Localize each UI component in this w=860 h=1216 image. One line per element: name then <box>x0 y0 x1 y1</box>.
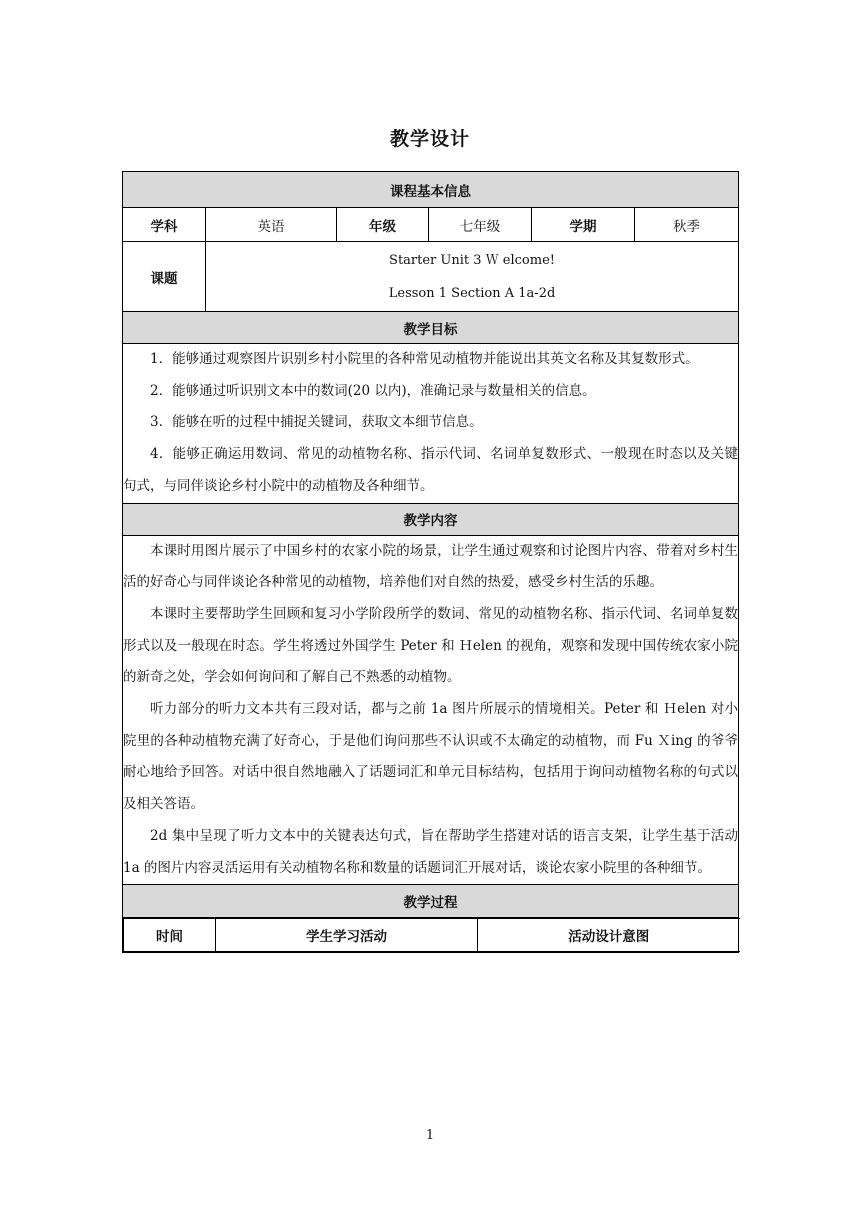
subject-label: 学科 <box>123 208 206 242</box>
document-title: 教学设计 <box>389 128 470 150</box>
content-paragraph: 本课时主要帮助学生回顾和复习小学阶段所学的数词、常见的动植物名称、指示代词、名词单复数形式以及一般现在时态。学生将透过外国学生 Peter 和 Ｈelen 的视角，观察和发现中国传统农家小院的新奇之处，学会如何询问和了解自己不熟悉的动植物。 <box>123 605 739 686</box>
objective-item: 3．能够在听的过程中捕捉关键词，获取文本细节信息。 <box>150 414 483 431</box>
content-row <box>123 535 739 885</box>
objectives-row <box>123 344 739 504</box>
process-columns-row <box>123 918 739 953</box>
content-header-row <box>123 503 739 535</box>
term-label: 学期 <box>532 208 635 242</box>
objectives-list <box>123 344 739 504</box>
content-header: 教学内容 <box>123 503 739 535</box>
intent-column-header: 活动设计意图 <box>478 919 740 952</box>
process-header-row <box>123 885 739 918</box>
content-body <box>123 535 739 885</box>
objective-item: 2．能够通过听识别文本中的数词(20 以内)，准确记录与数量相关的信息。 <box>150 382 596 399</box>
content-paragraph: 本课时用图片展示了中国乡村的农家小院的场景，让学生通过观察和讨论图片内容、带着对乡村生活的好奇心与同伴谈论各种常见的动植物，培养他们对自然的热爱，感受乡村生活的乐趣。 <box>123 542 739 591</box>
objective-item: 4．能够正确运用数词、常见的动植物名称、指示代词、名词单复数形式、一般现在时态以及关键句式，与同伴谈论乡村小院中的动植物及各种细节。 <box>123 446 739 494</box>
content-paragraph: 2d 集中呈现了听力文本中的关键表达句式，旨在帮助学生搭建对话的语言支架，让学生基于活动 1a 的图片内容灵活运用有关动植物名称和数量的话题词汇开展对话，谈论农家小院里的各种细节。 <box>123 827 739 876</box>
objectives-header-row <box>123 312 739 344</box>
grade-value: 七年级 <box>429 208 532 242</box>
topic-value <box>206 242 739 312</box>
objectives-header: 教学目标 <box>123 312 739 344</box>
activity-column-header: 学生学习活动 <box>216 919 478 952</box>
topic-label: 课题 <box>123 242 206 312</box>
page-number: 1 <box>425 1128 435 1143</box>
topic-row <box>123 242 739 312</box>
process-header: 教学过程 <box>123 885 739 918</box>
process-columns <box>123 918 740 952</box>
term-value: 秋季 <box>635 208 739 242</box>
topic-line-1: Starter Unit 3 Ｗ elcome! <box>389 252 555 268</box>
subject-value: 英语 <box>206 208 337 242</box>
basic-info-header: 课程基本信息 <box>123 172 739 208</box>
basic-info-header-row <box>123 172 739 208</box>
grade-label: 年级 <box>337 208 429 242</box>
lesson-plan-table <box>122 171 739 953</box>
topic-line-2: Lesson 1 Section A 1a-2d <box>388 285 556 301</box>
objective-item: 1．能够通过观察图片识别乡村小院里的各种常见动植物并能说出其英文名称及其复数形式。 <box>150 351 699 367</box>
time-column-header: 时间 <box>124 919 216 952</box>
basic-info-row <box>123 208 739 242</box>
content-paragraph: 听力部分的听力文本共有三段对话，都与之前 1a 图片所展示的情境相关。Peter 和 Ｈelen 对小院里的各种动植物充满了好奇心，于是他们询问那些不认识或不太确定的动植物，而 Fu Ｘing 的爷爷耐心地给予回答。对话中很自然地融入了话题词汇和单元目标结构，包括用于询问动植物名称的句式以及相关答语。 <box>123 701 739 813</box>
